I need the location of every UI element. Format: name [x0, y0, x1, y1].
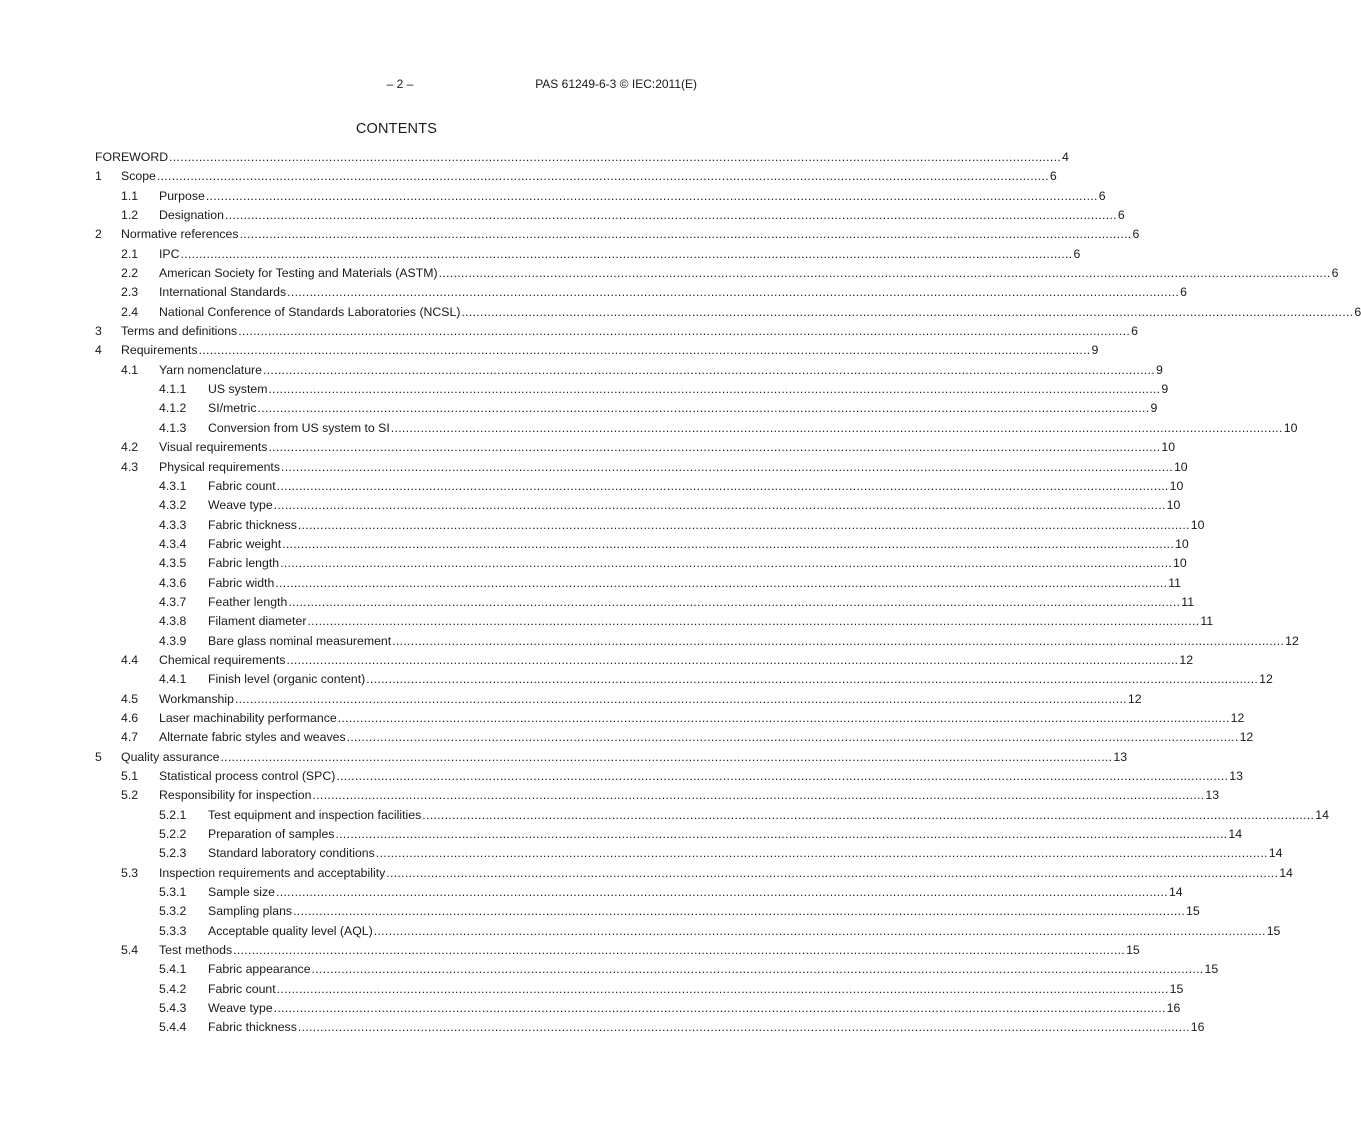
toc-entry-page: 6	[1131, 324, 1138, 339]
toc-entry-number: 5	[95, 749, 102, 764]
toc-leader-dots: ................................................................................................................................................................................................................................................	[224, 208, 1117, 223]
toc-entry[interactable]	[95, 672, 1273, 691]
toc-entry[interactable]	[95, 420, 1298, 440]
toc-leader-dots: ................................................................................................................................................................................................................................................	[234, 691, 1127, 706]
toc-entry-page: 13	[1205, 788, 1220, 803]
page-number: – 2 –	[386, 77, 414, 91]
toc-entry[interactable]	[95, 517, 1205, 537]
toc-entry[interactable]	[95, 691, 1142, 711]
toc-entry-page: 14	[1168, 885, 1183, 900]
toc-entry-page: 6	[1331, 266, 1339, 281]
toc-entry-page: 6	[1073, 246, 1081, 261]
toc-entry-title: Feather length	[208, 594, 288, 609]
toc-leader-dots: ................................................................................................................................................................................................................................................	[392, 633, 1285, 648]
toc-entry-page: 12	[1285, 633, 1299, 648]
toc-entry-number: 5.2.2	[159, 827, 187, 842]
toc-entry-title: Standard laboratory conditions	[208, 846, 375, 861]
toc-entry[interactable]	[95, 285, 1187, 304]
toc-entry-page: 12	[1259, 672, 1273, 687]
page-title: CONTENTS	[355, 121, 438, 137]
toc-entry[interactable]	[95, 846, 1283, 865]
toc-entry-page: 10	[1190, 517, 1205, 532]
toc-entry[interactable]	[95, 169, 1057, 188]
toc-entry-number: 4.3.6	[159, 575, 187, 590]
toc-entry-page: 9	[1161, 382, 1169, 397]
toc-leader-dots: ................................................................................................................................................................................................................................................	[311, 962, 1204, 977]
table-of-contents	[95, 150, 1361, 1040]
toc-entry[interactable]	[95, 981, 1184, 1001]
toc-entry[interactable]	[95, 304, 1361, 324]
toc-entry-title: Scope	[121, 169, 156, 184]
toc-entry[interactable]	[95, 865, 1293, 885]
toc-entry-title: Fabric weight	[208, 536, 282, 551]
toc-entry[interactable]	[95, 652, 1194, 672]
toc-leader-dots: ................................................................................................................................................................................................................................................	[297, 1020, 1190, 1035]
toc-entry[interactable]	[95, 324, 1138, 343]
toc-entry-number: 5.4.1	[159, 962, 187, 977]
toc-entry[interactable]	[95, 459, 1188, 479]
toc-entry-title: Normative references	[121, 227, 239, 242]
toc-entry-number: 5.4	[121, 943, 139, 958]
toc-entry[interactable]	[95, 943, 1140, 962]
toc-entry-page: 10	[1169, 478, 1184, 493]
toc-entry-page: 12	[1179, 652, 1194, 667]
toc-entry-number: 4.3.1	[159, 478, 187, 493]
toc-entry[interactable]	[95, 150, 1069, 169]
toc-leader-dots: ................................................................................................................................................................................................................................................	[346, 730, 1239, 745]
toc-leader-dots: ................................................................................................................................................................................................................................................	[461, 304, 1354, 319]
toc-leader-dots: ................................................................................................................................................................................................................................................	[337, 710, 1230, 725]
toc-entry-number: 2	[95, 227, 102, 242]
toc-entry-title: American Society for Testing and Materials (ASTM)	[159, 266, 438, 281]
toc-entry-number: 5.3	[121, 865, 139, 880]
toc-entry-number: 4.3.8	[159, 614, 187, 629]
toc-entry-title: Fabric count	[208, 981, 276, 996]
toc-entry-title: Chemical requirements	[159, 652, 286, 667]
toc-entry-title: Sample size	[208, 885, 275, 900]
toc-entry-title: Laser machinability performance	[159, 710, 337, 725]
toc-entry-number: 4.4	[121, 652, 139, 667]
toc-entry-page: 6	[1098, 188, 1106, 203]
toc-entry-number: 5.1	[121, 769, 139, 783]
toc-entry-number: 4.3.7	[159, 594, 187, 609]
toc-leader-dots: ................................................................................................................................................................................................................................................	[263, 362, 1155, 377]
toc-leader-dots: ................................................................................................................................................................................................................................................	[312, 788, 1205, 803]
toc-entry-title: Terms and definitions	[121, 324, 238, 339]
toc-entry[interactable]	[95, 923, 1281, 943]
toc-entry-page: 14	[1315, 807, 1329, 822]
toc-entry-number: 2.2	[121, 266, 139, 281]
toc-entry-page: 16	[1166, 1001, 1181, 1016]
toc-entry-title: Responsibility for inspection	[159, 788, 312, 803]
toc-entry-number: 4	[95, 343, 102, 358]
toc-entry-number: 4.1.3	[159, 420, 187, 435]
toc-leader-dots: ................................................................................................................................................................................................................................................	[280, 459, 1173, 474]
toc-entry-title: Fabric appearance	[208, 962, 311, 977]
toc-entry-number: 4.3.3	[159, 517, 187, 532]
toc-entry-page: 10	[1161, 440, 1176, 455]
toc-leader-dots: ................................................................................................................................................................................................................................................	[390, 420, 1283, 435]
toc-entry-title: Conversion from US system to SI	[208, 420, 390, 435]
toc-entry-page: 14	[1268, 846, 1283, 861]
toc-entry-page: 15	[1186, 904, 1200, 919]
toc-entry-number: 5.3.3	[159, 923, 187, 938]
toc-entry-title: IPC	[159, 246, 180, 261]
toc-entry-title: Purpose	[159, 188, 205, 203]
toc-entry-number: 1.1	[121, 188, 139, 203]
toc-entry-number: 3	[95, 324, 102, 339]
toc-leader-dots: ................................................................................................................................................................................................................................................	[288, 594, 1181, 609]
toc-entry-title: National Conference of Standards Laboratories (NCSL)	[159, 304, 461, 319]
toc-entry-page: 15	[1126, 943, 1140, 958]
toc-entry-page: 10	[1173, 556, 1187, 571]
toc-entry-number: 4.3.5	[159, 556, 187, 571]
toc-leader-dots: ................................................................................................................................................................................................................................................	[336, 769, 1229, 783]
toc-leader-dots: ................................................................................................................................................................................................................................................	[239, 227, 1132, 242]
toc-entry[interactable]	[95, 885, 1183, 904]
toc-leader-dots: ................................................................................................................................................................................................................................................	[287, 285, 1180, 300]
toc-leader-dots: ................................................................................................................................................................................................................................................	[156, 169, 1049, 184]
toc-entry-title: Physical requirements	[159, 459, 280, 474]
toc-entry-page: 16	[1190, 1020, 1205, 1035]
toc-entry-number: 4.2	[121, 440, 139, 455]
toc-entry-page: 14	[1279, 865, 1293, 880]
toc-entry-page: 12	[1127, 691, 1142, 706]
toc-entry[interactable]	[95, 343, 1099, 362]
toc-entry-page: 6	[1354, 304, 1361, 319]
toc-entry-page: 10	[1175, 536, 1189, 551]
toc-entry[interactable]	[95, 266, 1339, 285]
toc-entry[interactable]	[95, 188, 1106, 208]
toc-entry-number: 4.3.2	[159, 498, 187, 513]
toc-leader-dots: ................................................................................................................................................................................................................................................	[307, 614, 1200, 629]
toc-entry-title: Test methods	[159, 943, 233, 958]
toc-entry-title: Test equipment and inspection facilities	[208, 807, 422, 822]
toc-entry-title: Quality assurance	[121, 749, 220, 764]
toc-entry-page: 9	[1091, 343, 1099, 358]
toc-entry-page: 9	[1155, 362, 1163, 377]
toc-entry-title: Workmanship	[159, 691, 234, 706]
toc-entry-page: 13	[1229, 769, 1243, 783]
toc-entry-title: Visual requirements	[159, 440, 268, 455]
toc-entry[interactable]	[95, 730, 1254, 749]
toc-entry-title: Alternate fabric styles and weaves	[159, 730, 346, 745]
toc-entry-page: 10	[1283, 420, 1298, 435]
toc-leader-dots: ................................................................................................................................................................................................................................................	[286, 652, 1179, 667]
toc-entry-number: 4.3	[121, 459, 139, 474]
toc-entry-title: International Standards	[159, 285, 287, 300]
toc-entry-title: Statistical process control (SPC)	[159, 769, 336, 783]
toc-entry-number: 4.1	[121, 362, 139, 377]
toc-entry-page: 6	[1180, 285, 1187, 300]
toc-entry-number: 4.3.4	[159, 536, 187, 551]
toc-leader-dots: ................................................................................................................................................................................................................................................	[293, 904, 1186, 919]
toc-leader-dots: ................................................................................................................................................................................................................................................	[280, 556, 1173, 571]
toc-entry-number: 4.1.2	[159, 401, 187, 416]
toc-entry[interactable]	[95, 633, 1299, 653]
toc-entry-number: 5.4.3	[159, 1001, 187, 1016]
toc-entry[interactable]	[95, 208, 1125, 227]
toc-entry-title: Fabric thickness	[208, 1020, 297, 1035]
document-identifier: PAS 61249-6-3 © IEC:2011(E)	[535, 77, 697, 91]
toc-entry-number: 1.2	[121, 208, 139, 223]
toc-entry-page: 11	[1168, 575, 1182, 590]
toc-entry-number: 5.2	[121, 788, 139, 803]
toc-entry-page: 9	[1150, 401, 1158, 416]
toc-entry-title: Fabric width	[208, 575, 275, 590]
toc-leader-dots: ................................................................................................................................................................................................................................................	[273, 1001, 1166, 1016]
toc-entry-title: Weave type	[208, 498, 273, 513]
toc-leader-dots: ................................................................................................................................................................................................................................................	[366, 672, 1259, 687]
toc-leader-dots: ................................................................................................................................................................................................................................................	[268, 440, 1161, 455]
toc-entry-number: 5.3.1	[159, 885, 187, 900]
toc-entry-title: Sampling plans	[208, 904, 293, 919]
toc-entry[interactable]	[95, 227, 1140, 246]
toc-entry-number: 5.4.4	[159, 1020, 187, 1035]
toc-entry[interactable]	[95, 401, 1158, 420]
toc-entry-page: 12	[1230, 710, 1245, 725]
toc-entry-title: FOREWORD	[95, 150, 169, 164]
toc-leader-dots: ................................................................................................................................................................................................................................................	[238, 324, 1131, 339]
toc-entry-title: Fabric length	[208, 556, 280, 571]
toc-entry[interactable]	[95, 749, 1128, 769]
toc-entry[interactable]	[95, 498, 1181, 517]
toc-entry-title: Bare glass nominal measurement	[208, 633, 392, 648]
toc-entry[interactable]	[95, 710, 1245, 730]
toc-entry-page: 6	[1117, 208, 1125, 223]
toc-entry-title: Requirements	[121, 343, 198, 358]
toc-entry-title: Fabric thickness	[208, 517, 297, 532]
toc-entry-page: 13	[1113, 749, 1128, 764]
toc-entry-number: 5.4.2	[159, 981, 187, 996]
toc-entry-number: 2.4	[121, 304, 139, 319]
toc-entry-title: Finish level (organic content)	[208, 672, 366, 687]
toc-entry-number: 4.7	[121, 730, 139, 745]
toc-leader-dots: ................................................................................................................................................................................................................................................	[335, 827, 1228, 842]
toc-leader-dots: ................................................................................................................................................................................................................................................	[297, 517, 1190, 532]
toc-entry[interactable]	[95, 575, 1182, 595]
toc-entry[interactable]	[95, 904, 1200, 923]
toc-leader-dots: ................................................................................................................................................................................................................................................	[273, 498, 1166, 513]
toc-leader-dots: ................................................................................................................................................................................................................................................	[257, 401, 1150, 416]
toc-entry-page: 11	[1200, 614, 1214, 629]
page-header	[0, 77, 793, 93]
toc-entry[interactable]	[95, 962, 1219, 981]
toc-entry[interactable]	[95, 382, 1169, 401]
toc-entry[interactable]	[95, 362, 1163, 382]
toc-entry-number: 4.1.1	[159, 382, 187, 397]
toc-leader-dots: ................................................................................................................................................................................................................................................	[276, 981, 1169, 996]
toc-entry[interactable]	[95, 614, 1214, 633]
toc-leader-dots: ................................................................................................................................................................................................................................................	[268, 382, 1161, 397]
toc-entry-number: 2.3	[121, 285, 139, 300]
toc-entry-page: 15	[1266, 923, 1281, 938]
toc-entry-page: 15	[1204, 962, 1219, 977]
toc-entry-page: 10	[1166, 498, 1181, 513]
toc-leader-dots: ................................................................................................................................................................................................................................................	[276, 478, 1169, 493]
toc-entry-title: Designation	[159, 208, 224, 223]
toc-entry-number: 5.3.2	[159, 904, 187, 919]
toc-entry-title: Weave type	[208, 1001, 273, 1016]
toc-entry-page: 6	[1132, 227, 1140, 242]
toc-entry-page: 6	[1049, 169, 1057, 184]
toc-leader-dots: ................................................................................................................................................................................................................................................	[275, 575, 1168, 590]
toc-entry[interactable]	[95, 1020, 1205, 1039]
toc-entry[interactable]	[95, 769, 1243, 788]
toc-entry[interactable]	[95, 807, 1329, 827]
toc-entry[interactable]	[95, 478, 1184, 498]
toc-entry-number: 5.2.3	[159, 846, 187, 861]
toc-entry-title: SI/metric	[208, 401, 257, 416]
toc-entry-number: 2.1	[121, 246, 139, 261]
toc-entry-title: Fabric count	[208, 478, 276, 493]
toc-entry-page: 10	[1173, 459, 1188, 474]
toc-entry-title: Filament diameter	[208, 614, 307, 629]
toc-entry-number: 4.3.9	[159, 633, 187, 648]
toc-leader-dots: ................................................................................................................................................................................................................................................	[233, 943, 1126, 958]
toc-entry[interactable]	[95, 556, 1187, 575]
toc-entry-number: 5.2.1	[159, 807, 187, 822]
toc-leader-dots: ................................................................................................................................................................................................................................................	[220, 749, 1113, 764]
toc-leader-dots: ................................................................................................................................................................................................................................................	[169, 150, 1062, 164]
toc-entry-title: Acceptable quality level (AQL)	[208, 923, 373, 938]
toc-entry-page: 15	[1169, 981, 1184, 996]
toc-entry-title: Yarn nomenclature	[159, 362, 262, 377]
toc-entry[interactable]	[95, 1001, 1181, 1020]
toc-entry-page: 14	[1228, 827, 1243, 842]
toc-entry-number: 4.5	[121, 691, 139, 706]
toc-leader-dots: ................................................................................................................................................................................................................................................	[205, 188, 1098, 203]
toc-entry[interactable]	[95, 827, 1243, 846]
toc-entry-page: 12	[1239, 730, 1254, 745]
toc-leader-dots: ................................................................................................................................................................................................................................................	[375, 846, 1268, 861]
toc-leader-dots: ................................................................................................................................................................................................................................................	[438, 266, 1331, 281]
toc-entry-number: 1	[95, 169, 102, 184]
toc-entry[interactable]	[95, 246, 1081, 266]
toc-entry-page: 11	[1181, 594, 1195, 609]
toc-leader-dots: ................................................................................................................................................................................................................................................	[198, 343, 1091, 358]
toc-entry[interactable]	[95, 788, 1220, 807]
toc-entry-title: Preparation of samples	[208, 827, 335, 842]
toc-entry[interactable]	[95, 536, 1189, 556]
toc-entry[interactable]	[95, 594, 1195, 614]
toc-leader-dots: ................................................................................................................................................................................................................................................	[180, 246, 1073, 261]
toc-entry-page: 4	[1062, 150, 1069, 164]
toc-leader-dots: ................................................................................................................................................................................................................................................	[422, 807, 1315, 822]
toc-entry[interactable]	[95, 440, 1176, 459]
toc-entry-title: Inspection requirements and acceptability	[159, 865, 386, 880]
toc-leader-dots: ................................................................................................................................................................................................................................................	[386, 865, 1279, 880]
toc-entry-number: 4.4.1	[159, 672, 187, 687]
toc-leader-dots: ................................................................................................................................................................................................................................................	[275, 885, 1168, 900]
toc-leader-dots: ................................................................................................................................................................................................................................................	[282, 536, 1175, 551]
toc-entry-number: 4.6	[121, 710, 139, 725]
toc-entry-title: US system	[208, 382, 268, 397]
toc-leader-dots: ................................................................................................................................................................................................................................................	[373, 923, 1266, 938]
